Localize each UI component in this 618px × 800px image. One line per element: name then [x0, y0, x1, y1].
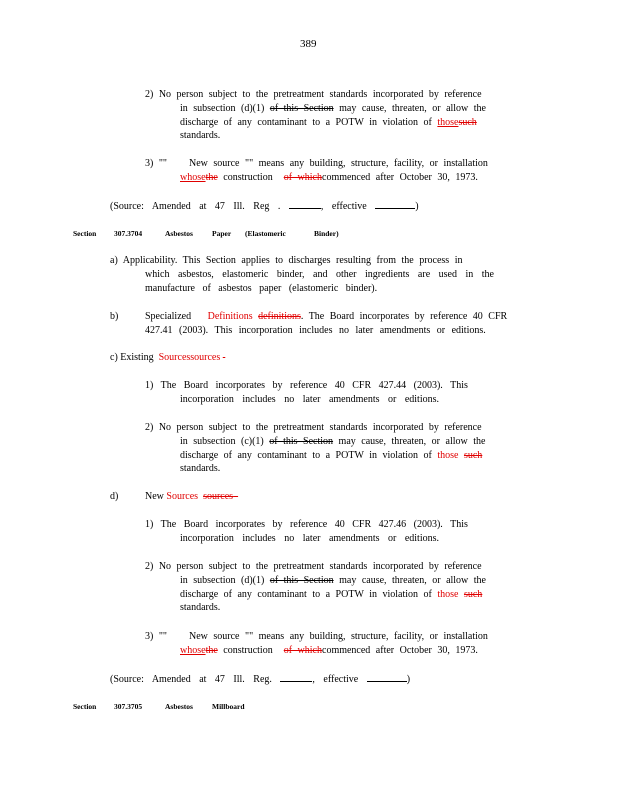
- section-number: 307.3704: [114, 229, 143, 238]
- text-span: may cause, threaten, or allow the: [339, 575, 486, 586]
- source-note: [110, 199, 419, 213]
- inserted-text: Sourcessources: [158, 352, 221, 363]
- deleted-text: of which: [283, 645, 322, 656]
- text-line: 2) No person subject to the pretreatment standards incorporated by reference: [145, 422, 482, 433]
- text-span: construction: [223, 172, 273, 183]
- text-line: [180, 644, 478, 657]
- text-line: [180, 102, 486, 115]
- deleted-text: such: [458, 117, 477, 128]
- text-line: 2) No person subject to the pretreatment standards incorporated by reference: [145, 561, 482, 572]
- text-line: incorporation includes no later amendments or editions.: [180, 394, 439, 405]
- inserted-text: those: [437, 450, 459, 461]
- text-span: Specialized: [145, 311, 192, 322]
- text-line: [145, 630, 488, 643]
- text-span: discharge of any contaminant to a POTW in violation of: [180, 589, 432, 600]
- text-span: discharge of any contaminant to a POTW in violation of: [180, 117, 432, 128]
- text-line: 2) No person subject to the pretreatment standards incorporated by reference: [145, 89, 482, 100]
- para-label: d): [110, 491, 119, 502]
- closing-paren: ): [406, 674, 411, 685]
- effective-text: , effective: [320, 201, 367, 212]
- section-label: Section: [73, 702, 97, 711]
- section-number: 307.3705: [114, 702, 143, 711]
- text-line: standards.: [180, 463, 221, 474]
- section-title-word: Asbestos: [165, 229, 193, 238]
- text-line: [145, 490, 238, 503]
- deleted-text: definitions: [258, 311, 301, 322]
- para-label: c) Existing: [110, 352, 154, 363]
- section-title-word: Paper: [212, 229, 232, 238]
- page-number: 389: [300, 38, 317, 50]
- deleted-text: sources: [203, 491, 234, 502]
- text-line: standards.: [180, 602, 221, 613]
- date-blank: [367, 672, 407, 682]
- inserted-text: those: [437, 117, 459, 128]
- deleted-text: of this Section: [269, 436, 334, 447]
- section-title-word: (Elastomeric: [245, 229, 286, 238]
- inserted-text: whose: [180, 172, 206, 183]
- inserted-text: those: [437, 589, 459, 600]
- section-title-word: Binder): [314, 229, 339, 238]
- text-span: New: [145, 491, 164, 502]
- text-line: 1) The Board incorporates by reference 40 CFR 427.44 (2003). This: [145, 380, 468, 391]
- item-number: 3) "": [145, 631, 167, 642]
- text-span: in subsection (d)(1): [180, 103, 265, 114]
- source-note: [110, 672, 410, 686]
- deleted-text: the: [205, 172, 218, 183]
- deleted-text: [223, 351, 261, 364]
- section-title-word: Asbestos: [165, 702, 193, 711]
- deleted-text: such: [463, 450, 483, 461]
- text-span: in subsection (c)(1): [180, 436, 264, 447]
- reg-blank: [289, 199, 321, 209]
- source-text: (Source: Amended at 47 Ill. Reg .: [110, 201, 281, 212]
- effective-text: , effective: [312, 674, 359, 685]
- item-number: 3) "": [145, 158, 167, 169]
- text-line: [145, 157, 488, 170]
- text-span: in subsection (d)(1): [180, 575, 265, 586]
- section-title-word: Millboard: [212, 702, 245, 711]
- text-line: [180, 588, 482, 601]
- text-line: 427.41 (2003). This incorporation includes no later amendments or editions.: [145, 325, 486, 336]
- text-line: [180, 116, 477, 129]
- text-line: [180, 435, 485, 448]
- text-span: construction: [223, 645, 273, 656]
- deleted-text: such: [463, 589, 483, 600]
- text-span: commenced after October 30, 1973.: [322, 645, 478, 656]
- text-line: [110, 351, 261, 364]
- closing-paren: ): [415, 201, 419, 212]
- text-span: commenced after October 30, 1973.: [322, 172, 478, 183]
- reg-blank: [280, 672, 312, 682]
- para-label: b): [110, 311, 119, 322]
- deleted-text: the: [205, 645, 218, 656]
- text-span: New source "" means any building, structure, facility, or installation: [189, 158, 488, 169]
- text-line: [180, 171, 478, 184]
- text-span: may cause, threaten, or allow the: [339, 103, 486, 114]
- text-line: incorporation includes no later amendments or editions.: [180, 533, 439, 544]
- text-line: [145, 310, 507, 323]
- text-span: . The Board incorporates by reference 40 CFR: [300, 311, 508, 322]
- text-line: 1) The Board incorporates by reference 40 CFR 427.46 (2003). This: [145, 519, 468, 530]
- text-span: discharge of any contaminant to a POTW in violation of: [180, 450, 432, 461]
- text-line: standards.: [180, 130, 221, 141]
- deleted-text: of this Section: [269, 103, 334, 114]
- text-line: manufacture of asbestos paper (elastomeric binder).: [145, 283, 378, 294]
- section-label: Section: [73, 229, 97, 238]
- text-span: New source "" means any building, structure, facility, or installation: [189, 631, 488, 642]
- deleted-text: of this Section: [269, 575, 334, 586]
- text-line: which asbestos, elastomeric binder, and other ingredients are used in the: [145, 269, 494, 280]
- text-line: [180, 574, 486, 587]
- deleted-text: of which: [283, 172, 322, 183]
- inserted-text: Sources: [166, 491, 199, 502]
- date-blank: [375, 199, 415, 209]
- text-line: [180, 449, 482, 462]
- inserted-text: whose: [180, 645, 206, 656]
- text-span: may cause, threaten, or allow the: [338, 436, 486, 447]
- source-text: (Source: Amended at 47 Ill. Reg.: [110, 674, 272, 685]
- text-line: a) Applicability. This Section applies to discharges resulting from the process in: [110, 255, 463, 266]
- inserted-text: Definitions: [207, 311, 253, 322]
